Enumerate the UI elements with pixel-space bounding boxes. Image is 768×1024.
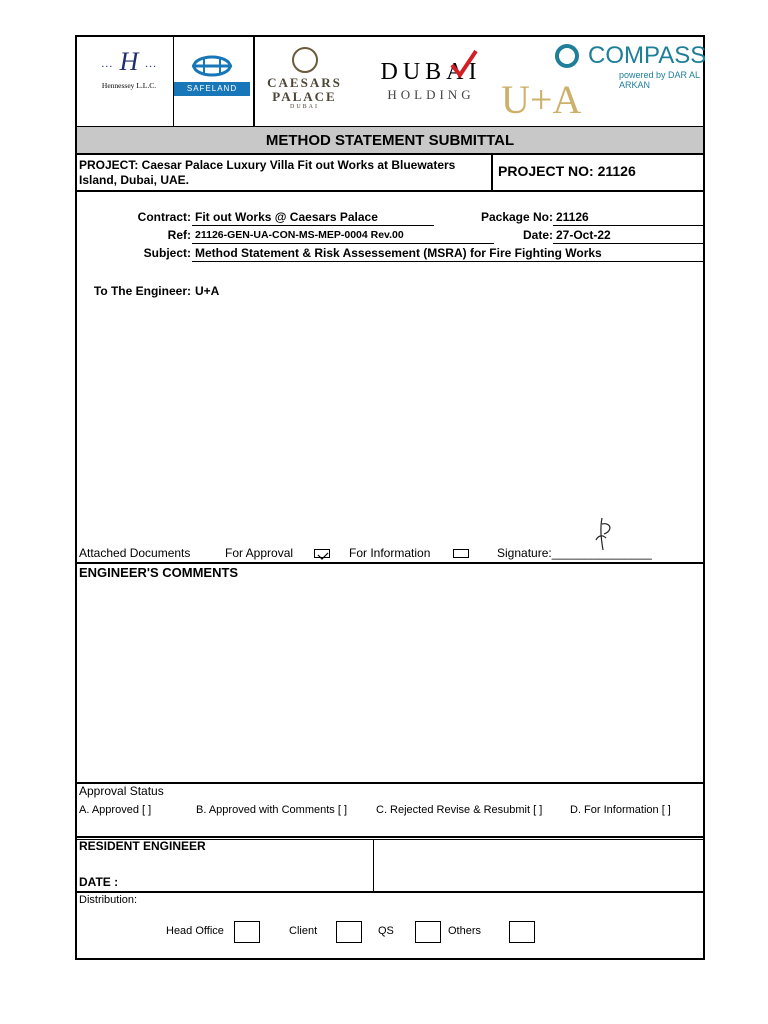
for-information-label: For Information bbox=[349, 546, 431, 560]
compass-tagline: powered by DAR AL ARKAN bbox=[619, 70, 700, 90]
hennessey-logo bbox=[89, 49, 169, 97]
caesars-crest-icon bbox=[292, 47, 318, 73]
approval-option-approved[interactable]: A. Approved [ ] bbox=[79, 804, 152, 816]
approval-option-rejected[interactable]: C. Rejected Revise & Resubmit [ ] bbox=[376, 804, 543, 816]
caesars-line3: DUBAI bbox=[290, 104, 319, 110]
compass-wordmark: COMPASS bbox=[588, 42, 707, 69]
distribution-client-checkbox[interactable] bbox=[336, 921, 362, 943]
contract-field[interactable]: Fit out Works @ Caesars Palace bbox=[192, 210, 434, 226]
dubai-holding-line2: HOLDING bbox=[387, 87, 475, 102]
divider bbox=[77, 891, 703, 893]
safeland-wordmark: SAFELAND bbox=[174, 82, 250, 96]
engineer-label: To The Engineer: bbox=[93, 284, 191, 298]
distribution-others-checkbox[interactable] bbox=[509, 921, 535, 943]
date-label: Date: bbox=[522, 228, 553, 242]
subject-field[interactable]: Method Statement & Risk Assessement (MSRA) for Fire Fighting Works bbox=[192, 246, 703, 262]
compass-logo bbox=[555, 42, 707, 90]
dubai-holding-check-icon bbox=[450, 49, 478, 79]
ref-field[interactable]: 21126-GEN-UA-CON-MS-MEP-0004 Rev.00 bbox=[192, 228, 494, 244]
approval-option-approved-with-comments[interactable]: B. Approved with Comments [ ] bbox=[196, 804, 348, 816]
hennessey-monogram-icon: ··· H ··· bbox=[101, 47, 157, 76]
package-field[interactable]: 21126 bbox=[553, 210, 703, 226]
for-approval-label: For Approval bbox=[225, 546, 294, 560]
logo-divider bbox=[253, 37, 255, 127]
distribution-qs-label: QS bbox=[378, 925, 394, 937]
signature-label: Signature:_______________ bbox=[497, 546, 652, 560]
distribution-others-label: Others bbox=[448, 925, 482, 937]
engineers-comments-area[interactable] bbox=[79, 583, 699, 778]
form-title: METHOD STATEMENT SUBMITTAL bbox=[77, 127, 703, 154]
attached-documents-label: Attached Documents bbox=[79, 546, 191, 560]
distribution-client-label: Client bbox=[289, 925, 318, 937]
divider bbox=[491, 155, 493, 191]
approval-status-heading: Approval Status bbox=[79, 784, 164, 798]
compass-emblem-icon bbox=[555, 44, 579, 68]
dubai-holding-line1: DUBAI bbox=[380, 59, 482, 85]
distribution-head-office-checkbox[interactable] bbox=[234, 921, 260, 943]
for-approval-checkbox[interactable] bbox=[314, 549, 330, 558]
check-icon bbox=[315, 552, 331, 561]
contract-label: Contract: bbox=[137, 210, 191, 224]
caesars-line1: CAESARS bbox=[267, 75, 342, 90]
resident-engineer-signature-area[interactable] bbox=[377, 843, 699, 889]
engineers-comments-heading: ENGINEER'S COMMENTS bbox=[79, 565, 239, 580]
dubai-holding-logo bbox=[370, 57, 492, 117]
distribution-qs-checkbox[interactable] bbox=[415, 921, 441, 943]
engineer-value: U+A bbox=[195, 284, 220, 298]
for-information-checkbox[interactable] bbox=[453, 549, 469, 558]
approval-option-for-information[interactable]: D. For Information [ ] bbox=[570, 804, 671, 816]
divider bbox=[77, 153, 703, 155]
divider bbox=[373, 840, 374, 892]
ref-label: Ref: bbox=[167, 228, 191, 242]
caesars-line2: PALACE bbox=[272, 89, 337, 104]
project-number: PROJECT NO: 21126 bbox=[498, 163, 636, 179]
divider bbox=[77, 190, 703, 192]
project-name: PROJECT: Caesar Palace Luxury Villa Fit out Works at Bluewaters Island, Dubai, UAE. bbox=[79, 158, 456, 187]
safeland-emblem-icon bbox=[174, 52, 250, 80]
ua-logo: U+A bbox=[501, 77, 582, 122]
caesars-palace-logo bbox=[257, 47, 352, 122]
safeland-logo bbox=[174, 52, 250, 100]
package-label: Package No: bbox=[480, 210, 553, 224]
distribution-heading: Distribution: bbox=[79, 894, 138, 906]
date-field[interactable]: 27-Oct-22 bbox=[553, 228, 703, 244]
resident-engineer-label: RESIDENT ENGINEER bbox=[79, 839, 206, 853]
divider bbox=[77, 836, 703, 838]
method-statement-form bbox=[75, 35, 705, 960]
hennessey-name: Hennessey L.L.C. bbox=[101, 81, 157, 90]
resident-date-label: DATE : bbox=[79, 875, 119, 889]
distribution-head-office-label: Head Office bbox=[166, 925, 224, 937]
subject-label: Subject: bbox=[143, 246, 191, 260]
divider bbox=[77, 562, 703, 564]
signature-mark-icon bbox=[592, 516, 618, 552]
approval-status-section bbox=[79, 784, 703, 834]
